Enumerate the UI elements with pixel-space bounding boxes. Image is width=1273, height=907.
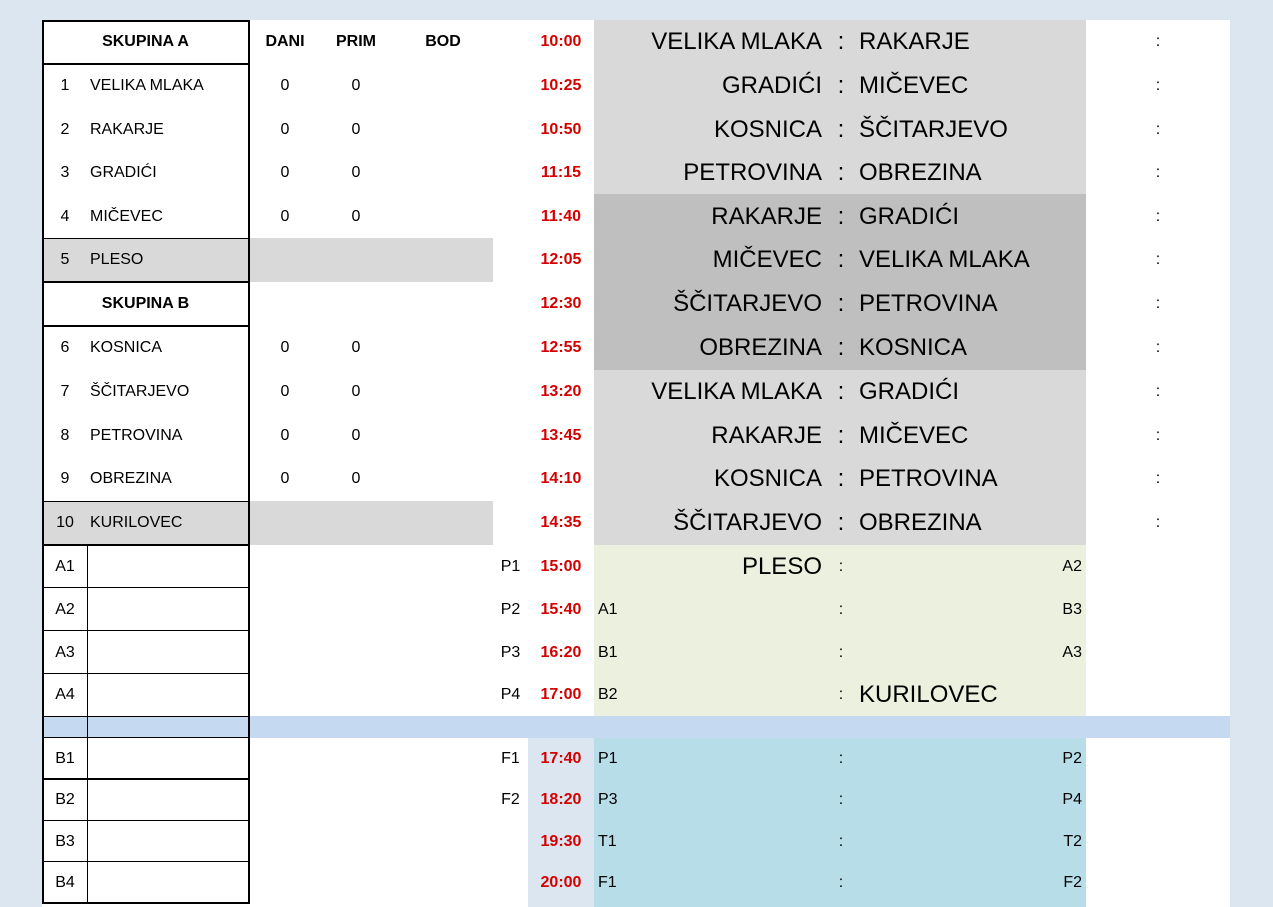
border-a3	[42, 630, 250, 631]
team-dani[interactable]: 0	[280, 207, 290, 225]
match-home[interactable]: KOSNICA	[713, 465, 822, 492]
match-away[interactable]: MIČEVEC	[859, 421, 969, 449]
final-code	[493, 821, 528, 862]
border-under-header-a	[42, 63, 250, 65]
playoff-code: P3	[500, 643, 521, 661]
playoff-separator: :	[838, 557, 844, 575]
border-top	[42, 20, 250, 22]
border-a4	[42, 673, 250, 674]
border-a2	[42, 587, 250, 588]
match-away[interactable]: OBREZINA	[859, 159, 982, 186]
border-under-header-b	[42, 325, 250, 327]
team-dani[interactable]: 0	[280, 120, 290, 138]
match-away[interactable]: VELIKA MLAKA	[859, 246, 1030, 273]
playoff-time: 15:00	[540, 557, 582, 575]
border-sep-bottom	[42, 737, 250, 738]
border-bottom	[42, 902, 250, 904]
border-b4	[42, 861, 250, 862]
playoff-code: P2	[500, 600, 521, 618]
team-name[interactable]: OBREZINA	[90, 470, 172, 487]
team-name[interactable]: VELIKA MLAKA	[90, 77, 204, 94]
team-number: 2	[60, 120, 70, 138]
match-separator: :	[837, 28, 845, 55]
match-time: 12:05	[540, 251, 582, 268]
match-away[interactable]: KOSNICA	[859, 334, 968, 361]
match-time: 11:15	[540, 164, 582, 181]
final-code: F2	[501, 791, 520, 808]
playoff-code: P4	[500, 686, 521, 703]
match-home[interactable]: OBREZINA	[699, 334, 822, 361]
placement-label-a2: A2	[55, 600, 75, 618]
team-name[interactable]: ŠČITARJEVO	[90, 383, 190, 400]
col-bod-header: BOD	[425, 33, 461, 50]
placement-input-b4[interactable]	[88, 862, 250, 904]
match-home[interactable]: VELIKA MLAKA	[651, 28, 822, 55]
match-home[interactable]: RAKARJE	[711, 202, 822, 230]
team-number: 7	[60, 383, 70, 400]
final-home[interactable]: F1	[598, 874, 617, 891]
match-home[interactable]: ŠČITARJEVO	[673, 290, 822, 317]
match-score[interactable]: :	[1155, 295, 1161, 312]
playoff-home[interactable]: A1	[598, 600, 618, 618]
match-separator: :	[837, 290, 845, 317]
match-score[interactable]: :	[1155, 120, 1161, 138]
team-prim[interactable]: 0	[351, 470, 361, 487]
team-dani[interactable]: 0	[280, 77, 290, 94]
placement-input-b3[interactable]	[88, 821, 250, 862]
playoff-home[interactable]: B1	[598, 643, 618, 661]
match-score[interactable]: :	[1155, 207, 1161, 225]
match-separator: :	[837, 115, 845, 143]
match-away[interactable]: PETROVINA	[859, 465, 998, 492]
playoff-away[interactable]: A2	[1062, 557, 1082, 575]
final-time: 17:40	[540, 749, 582, 767]
team-prim[interactable]: 0	[351, 77, 361, 94]
playoff-away[interactable]: KURILOVEC	[859, 681, 998, 708]
host-b-name[interactable]: KURILOVEC	[90, 514, 183, 531]
playoff-separator: :	[838, 686, 844, 703]
border-right	[248, 20, 250, 904]
team-dani[interactable]: 0	[280, 339, 290, 356]
team-number: 6	[60, 339, 70, 356]
final-home[interactable]: P3	[598, 791, 618, 808]
team-dani[interactable]: 0	[280, 383, 290, 400]
playoff-away[interactable]: B3	[1062, 600, 1082, 618]
col-dani-header: DANI	[265, 33, 305, 50]
match-separator: :	[837, 202, 845, 230]
match-away[interactable]: OBREZINA	[859, 509, 982, 536]
team-name[interactable]: MIČEVEC	[90, 207, 163, 225]
match-score[interactable]: :	[1155, 470, 1161, 487]
match-separator: :	[837, 378, 845, 405]
match-score[interactable]: :	[1155, 77, 1161, 94]
match-time: 12:55	[540, 339, 582, 356]
team-name[interactable]: GRADIĆI	[90, 164, 157, 181]
border-below-host-a	[42, 281, 250, 283]
group-b-title: SKUPINA B	[101, 295, 190, 312]
match-separator: :	[837, 509, 845, 536]
final-away[interactable]: P2	[1062, 749, 1082, 767]
final-time: 19:30	[540, 832, 582, 850]
border-below-host-b	[42, 544, 250, 546]
match-away[interactable]: MIČEVEC	[859, 72, 969, 99]
final-away[interactable]: T2	[1063, 832, 1082, 850]
team-prim[interactable]: 0	[351, 383, 361, 400]
final-code	[493, 862, 528, 904]
placement-label-b3: B3	[55, 832, 75, 850]
placement-label-b4: B4	[55, 874, 75, 891]
team-prim[interactable]: 0	[351, 339, 361, 356]
match-time: 12:30	[540, 295, 582, 312]
final-away[interactable]: P4	[1062, 791, 1082, 808]
border-b2	[42, 778, 250, 780]
team-number: 8	[60, 426, 70, 444]
border-above-host-b	[42, 501, 250, 502]
placement-label-a4: A4	[55, 686, 75, 703]
playoff-home[interactable]: PLESO	[741, 552, 822, 580]
final-separator: :	[838, 749, 844, 767]
playoff-time: 15:40	[540, 600, 582, 618]
spreadsheet	[42, 20, 1230, 907]
match-away[interactable]: GRADIĆI	[859, 202, 960, 230]
match-time: 14:35	[540, 514, 582, 531]
team-name[interactable]: RAKARJE	[90, 120, 164, 138]
team-prim[interactable]: 0	[351, 207, 361, 225]
match-home[interactable]: MIČEVEC	[712, 246, 822, 273]
host-a-name[interactable]: PLESO	[90, 251, 144, 268]
placement-input-b2[interactable]	[88, 779, 250, 821]
match-score[interactable]: :	[1155, 251, 1161, 268]
final-separator: :	[838, 874, 844, 891]
final-separator: :	[838, 791, 844, 808]
match-away[interactable]: GRADIĆI	[859, 378, 960, 405]
border-b3	[42, 820, 250, 821]
placement-label-a3: A3	[55, 643, 75, 661]
playoff-separator: :	[838, 600, 844, 618]
team-number: 3	[60, 164, 70, 181]
match-away[interactable]: PETROVINA	[859, 290, 998, 317]
playoff-time: 16:20	[540, 643, 582, 661]
match-home[interactable]: PETROVINA	[683, 159, 822, 186]
team-dani[interactable]: 0	[280, 164, 290, 181]
team-dani[interactable]: 0	[280, 426, 290, 444]
placement-input-a1[interactable]	[88, 545, 250, 588]
border-placement-divider	[87, 545, 88, 904]
placement-input-a3[interactable]	[88, 631, 250, 674]
placement-label-b2: B2	[55, 791, 75, 808]
match-score[interactable]: :	[1155, 164, 1161, 181]
match-separator: :	[837, 334, 845, 361]
match-separator: :	[837, 72, 845, 99]
match-time: 13:20	[540, 383, 582, 400]
final-time: 20:00	[540, 874, 582, 891]
group-a-title: SKUPINA A	[102, 33, 189, 50]
final-home[interactable]: P1	[598, 749, 618, 767]
host-a-number: 5	[60, 251, 70, 268]
match-time: 10:00	[540, 33, 582, 50]
match-score[interactable]: :	[1155, 426, 1161, 444]
border-above-host-a	[42, 238, 250, 239]
playoff-time: 17:00	[540, 686, 582, 703]
playoff-separator: :	[838, 643, 844, 661]
final-time: 18:20	[540, 791, 582, 808]
border-sep-top	[42, 716, 250, 717]
match-separator: :	[837, 465, 845, 492]
col-prim-header: PRIM	[336, 33, 376, 50]
placement-input-b1[interactable]	[88, 738, 250, 779]
match-separator: :	[837, 246, 845, 273]
border-left	[42, 20, 44, 904]
match-away[interactable]: RAKARJE	[859, 28, 970, 55]
team-prim[interactable]: 0	[351, 426, 361, 444]
placement-label-b1: B1	[55, 749, 75, 767]
placement-label-a1: A1	[55, 557, 75, 575]
match-separator: :	[837, 159, 845, 186]
team-number: 1	[60, 77, 70, 94]
match-score[interactable]: :	[1155, 514, 1161, 531]
match-away[interactable]: ŠČITARJEVO	[859, 115, 1008, 143]
team-name[interactable]: PETROVINA	[90, 426, 183, 444]
match-home[interactable]: RAKARJE	[711, 421, 822, 449]
final-away[interactable]: F2	[1063, 874, 1082, 891]
placement-input-a2[interactable]	[88, 588, 250, 631]
final-separator: :	[838, 832, 844, 850]
team-number: 4	[60, 207, 70, 225]
match-time: 10:25	[540, 77, 582, 94]
match-home[interactable]: VELIKA MLAKA	[651, 378, 822, 405]
team-prim[interactable]: 0	[351, 164, 361, 181]
separator-band	[42, 716, 1230, 738]
match-home[interactable]: ŠČITARJEVO	[673, 509, 822, 536]
match-score[interactable]: :	[1155, 33, 1161, 50]
match-home[interactable]: KOSNICA	[713, 115, 822, 143]
match-time: 13:45	[540, 426, 582, 444]
team-name[interactable]: KOSNICA	[90, 339, 163, 356]
match-time: 11:40	[540, 207, 582, 225]
team-number: 9	[60, 470, 70, 487]
playoff-code: P1	[500, 557, 521, 575]
match-score[interactable]: :	[1155, 383, 1161, 400]
match-time: 10:50	[540, 120, 582, 138]
placement-input-a4[interactable]	[88, 674, 250, 716]
playoff-home[interactable]: B2	[598, 686, 618, 703]
match-home[interactable]: GRADIĆI	[721, 72, 822, 99]
final-home[interactable]: T1	[598, 832, 617, 850]
match-separator: :	[837, 421, 845, 449]
host-b-number: 10	[56, 514, 74, 531]
final-code: F1	[501, 749, 520, 767]
playoff-away[interactable]: A3	[1062, 643, 1082, 661]
team-dani[interactable]: 0	[280, 470, 290, 487]
match-time: 14:10	[540, 470, 582, 487]
team-prim[interactable]: 0	[351, 120, 361, 138]
match-score[interactable]: :	[1155, 339, 1161, 356]
